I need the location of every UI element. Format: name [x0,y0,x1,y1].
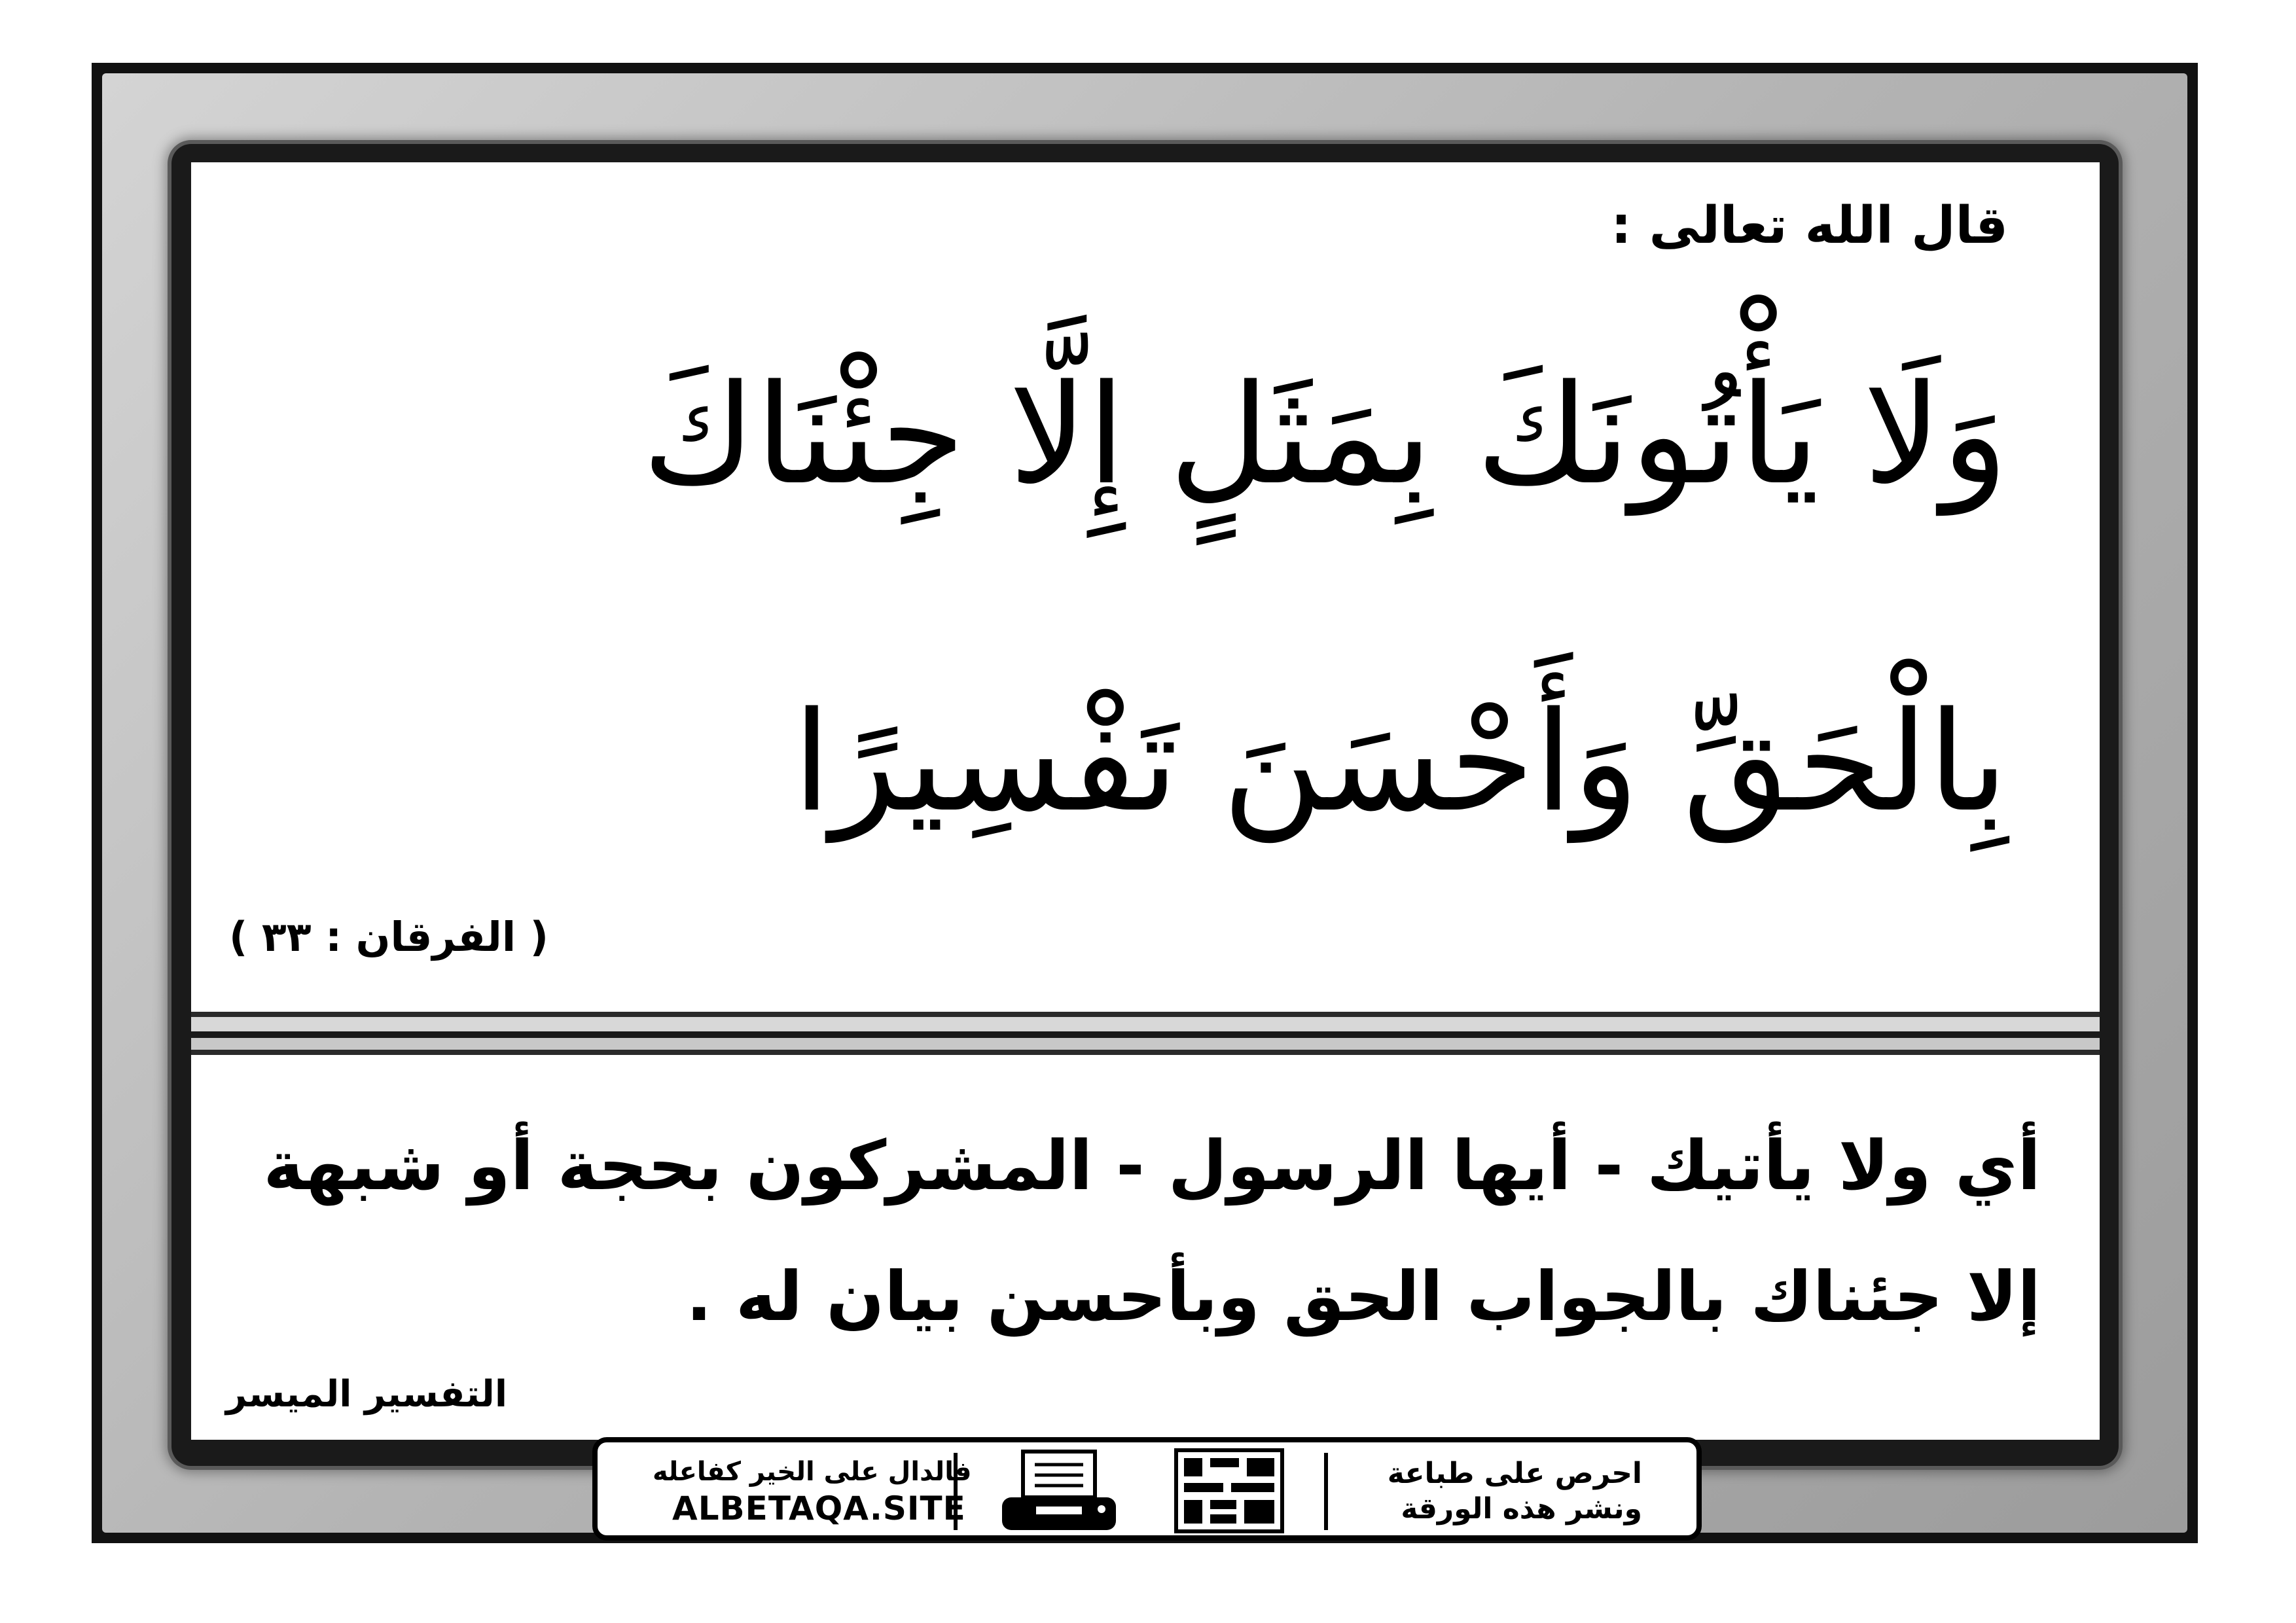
surah-reference: ( الفرقان : ٣٣ ) [229,913,549,961]
banner-site-block [613,1453,972,1530]
tafsir-source: التفسير الميسر [226,1373,508,1416]
banner-print-line-1: احرص على طباعة [1387,1457,1642,1490]
ayah-panel [191,162,2100,1012]
tafsir-line-2: إلا جئناك بالجواب الحق وبأحسن بيان له . [686,1257,2041,1336]
panel-divider [191,1012,2100,1055]
ayah-line-2: بِالْحَقِّ وَأَحْسَنَ تَفْسِيرًا [793,682,2008,842]
banner-print-block [1324,1453,1681,1530]
banner-proverb: فالدال على الخير كفاعله [653,1457,972,1487]
banner-print-line-2: ونشر هذه الورقة [1401,1492,1642,1525]
tafsir-line-1: أي ولا يأتيك - أيها الرسول - المشركون بحجة أو شبهة [263,1126,2041,1205]
footer-banner [592,1437,1702,1541]
dawah-logo-icon [1174,1448,1285,1534]
printer-icon [997,1449,1121,1534]
ayah-line-1: وَلَا يَأْتُونَكَ بِمَثَلٍ إِلَّا جِئْنَاكَ [642,355,2008,515]
site-link[interactable]: ALBETAQA.SITE [672,1489,966,1527]
intro-heading: قال الله تعالى : [1611,196,2008,255]
